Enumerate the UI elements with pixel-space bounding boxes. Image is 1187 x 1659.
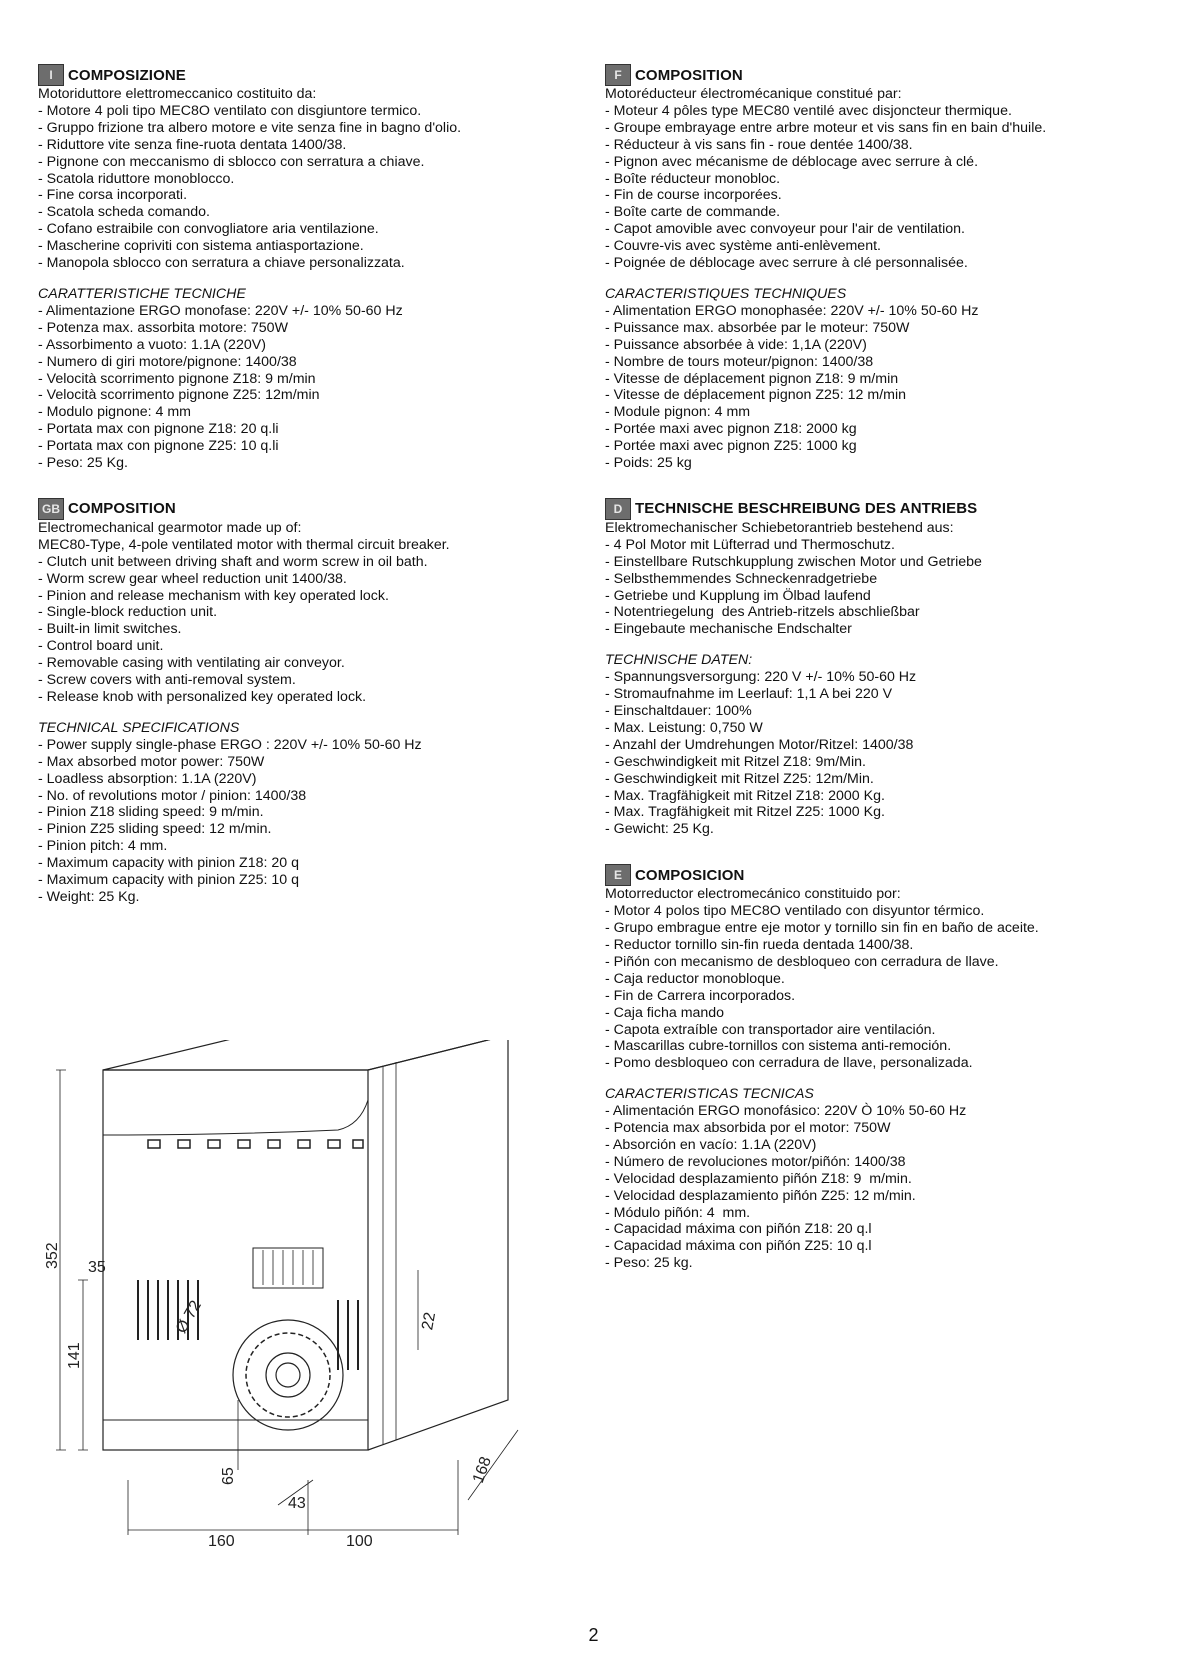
list-item: - Riduttore vite senza fine-ruota dentata 1400/38.	[38, 136, 347, 153]
spec-item: - Numero di giri motore/pignone: 1400/38	[38, 353, 297, 370]
list-item: - Motore 4 poli tipo MEC8O ventilato con disgiuntore termico.	[38, 102, 422, 119]
spec-item: - Número de revoluciones motor/piñón: 1400/38	[605, 1153, 906, 1170]
flag-fr-badge: F	[605, 64, 631, 86]
list-item: - Réducteur à vis sans fin - roue dentée 1400/38.	[605, 136, 913, 153]
spec-item: - Pinion Z25 sliding speed: 12 m/min.	[38, 821, 272, 838]
list-item: - Scatola riduttore monoblocco.	[38, 170, 235, 187]
spec-item: - Portée maxi avec pignon Z18: 2000 kg	[605, 421, 857, 438]
list-item: - Couvre-vis avec système anti-enlèvement.	[605, 238, 881, 255]
dimension-lines	[56, 1070, 518, 1535]
list-item: - Control board unit.	[38, 638, 164, 655]
flag-de-badge: D	[605, 498, 631, 520]
spec-item: - Módulo piñón: 4 mm.	[605, 1204, 751, 1221]
spec-item: - Pinion pitch: 4 mm.	[38, 838, 168, 855]
right-column	[605, 64, 1125, 1292]
spec-item: - Peso: 25 Kg.	[38, 455, 128, 472]
list-item: - Mascarillas cubre-tornillos con sistema anti-remoción.	[605, 1038, 952, 1055]
dim-65: 65	[220, 1467, 237, 1485]
dim-352: 352	[44, 1242, 61, 1269]
spec-title: TECHNICAL SPECIFICATIONS	[38, 719, 240, 736]
list-item: MEC80-Type, 4-pole ventilated motor with thermal circuit breaker.	[38, 536, 450, 553]
spec-item: - Capacidad máxima con piñón Z25: 10 q.l	[605, 1238, 872, 1255]
page-number: 2	[588, 1625, 599, 1645]
list-item: - Boîte carte de commande.	[605, 204, 781, 221]
list-item: - Worm screw gear wheel reduction unit 1400/38.	[38, 570, 347, 587]
spec-item: - Module pignon: 4 mm	[605, 404, 751, 421]
dim-100: 100	[346, 1533, 373, 1550]
pinion-teeth	[246, 1333, 330, 1417]
section-intro: Electromechanical gearmotor made up of:	[38, 519, 302, 536]
spec-item: - Anzahl der Umdrehungen Motor/Ritzel: 1400/38	[605, 736, 914, 753]
section-it	[38, 64, 558, 472]
list-item: - Built-in limit switches.	[38, 621, 182, 638]
section-de-header	[605, 498, 1125, 520]
list-item: - Single-block reduction unit.	[38, 604, 218, 621]
section-intro: Motorreductor electromecánico constituido por:	[605, 886, 901, 903]
spec-item: - Alimentación ERGO monofásico: 220V Ò 10% 50-60 Hz	[605, 1103, 967, 1120]
section-intro: Elektromechanischer Schiebetorantrieb bestehend aus:	[605, 519, 954, 536]
list-item: - Pomo desbloqueo con cerradura de llave, personalizada.	[605, 1055, 973, 1072]
list-item: - Caja ficha mando	[605, 1004, 725, 1021]
list-item: - Removable casing with ventilating air conveyor.	[38, 655, 345, 672]
spec-item: - Power supply single-phase ERGO : 220V +/- 10% 50-60 Hz	[38, 736, 422, 753]
left-column	[38, 64, 558, 926]
list-item: - Capota extraíble con transportador aire ventilación.	[605, 1021, 936, 1038]
spec-title: CARATTERISTICHE TECNICHE	[38, 285, 246, 302]
section-it-header	[38, 64, 558, 86]
list-item: - Scatola scheda comando.	[38, 204, 210, 221]
spec-item: - Portata max con pignone Z18: 20 q.li	[38, 421, 279, 438]
upper-vents	[148, 1140, 363, 1148]
list-item: - 4 Pol Motor mit Lüfterrad und Thermoschutz.	[605, 536, 895, 553]
spec-item: - Assorbimento a vuoto: 1.1A (220V)	[38, 336, 266, 353]
spec-item: - Einschaltdauer: 100%	[605, 703, 752, 719]
dim-168: 168	[469, 1454, 495, 1486]
spec-title: CARACTERISTIQUES TECHNIQUES	[605, 285, 847, 302]
spec-item: - Absorción en vacío: 1.1A (220V)	[605, 1136, 817, 1153]
spec-item: - Velocità scorrimento pignone Z25: 12m/min	[38, 387, 320, 404]
spec-item: - Poids: 25 kg	[605, 455, 692, 472]
spec-item: - Potencia max absorbida por el motor: 750W	[605, 1120, 891, 1137]
list-item: - Getriebe und Kupplung im Ölbad laufend	[605, 587, 871, 604]
section-intro: Motoréducteur électromécanique constitué par:	[605, 86, 902, 102]
list-item: - Piñón con mecanismo de desbloqueo con cerradura de llave.	[605, 953, 999, 970]
spec-item: - Max. Tragfähigkeit mit Ritzel Z18: 2000 Kg.	[605, 787, 885, 804]
pinion-hub	[266, 1353, 310, 1397]
section-es	[605, 864, 1125, 1272]
section-title: COMPOSITION	[635, 66, 743, 84]
spec-item: - Modulo pignone: 4 mm	[38, 404, 191, 421]
spec-item: - Puissance absorbée à vide: 1,1A (220V)	[605, 336, 867, 353]
list-item: - Release knob with personalized key operated lock.	[38, 689, 367, 705]
list-item: - Fine corsa incorporati.	[38, 187, 188, 204]
spec-item: - Potenza max. assorbita motore: 750W	[38, 319, 288, 336]
list-item: - Manopola sblocco con serratura a chiave personalizzata.	[38, 255, 405, 272]
section-es-header	[605, 864, 1125, 886]
spec-item: - Pinion Z18 sliding speed: 9 m/min.	[38, 804, 264, 821]
list-item: - Selbsthemmendes Schneckenradgetriebe	[605, 570, 878, 587]
list-item: - Pignon avec mécanisme de déblocage avec serrure à clé.	[605, 153, 979, 170]
list-item: - Pignone con meccanismo di sblocco con serratura a chiave.	[38, 153, 425, 170]
spec-item: - Alimentation ERGO monophasée: 220V +/- 10% 50-60 Hz	[605, 302, 979, 319]
spec-title: TECHNISCHE DATEN:	[605, 652, 753, 669]
section-fr-header	[605, 64, 1125, 86]
list-item: - Grupo embrague entre eje motor y tornillo sin fin en baño de aceite.	[605, 920, 1039, 937]
list-item: - Einstellbare Rutschkupplung zwischen Motor und Getriebe	[605, 553, 982, 570]
section-title: COMPOSITION	[68, 500, 176, 518]
spec-item: - Max absorbed motor power: 750W	[38, 753, 265, 770]
dim-22: 22	[419, 1311, 440, 1332]
list-item: - Notentriegelung des Antrieb-ritzels abschließbar	[605, 604, 920, 621]
dim-43: 43	[288, 1495, 306, 1512]
gearmotor-drawing	[38, 1040, 558, 1550]
list-item: - Mascherine copriviti con sistema antiasportazione.	[38, 238, 364, 255]
section-title: COMPOSICION	[635, 866, 745, 884]
spec-item: - Capacidad máxima con piñón Z18: 20 q.l	[605, 1221, 872, 1238]
housing-side-face	[368, 1040, 508, 1450]
section-gb	[38, 498, 558, 906]
flag-it-badge: I	[38, 64, 64, 86]
list-item: - Motor 4 polos tipo MEC8O ventilado con disyuntor térmico.	[605, 903, 985, 920]
list-item: - Boîte réducteur monobloc.	[605, 170, 781, 187]
spec-item: - Geschwindigkeit mit Ritzel Z18: 9m/Min.	[605, 753, 866, 770]
section-intro: Motoriduttore elettromeccanico costituito da:	[38, 86, 317, 102]
list-item: - Caja reductor monobloque.	[605, 970, 785, 987]
list-item: - Gruppo frizione tra albero motore e vite senza fine in bagno d'olio.	[38, 119, 462, 136]
dim-160: 160	[208, 1533, 235, 1550]
list-item: - Screw covers with anti-removal system.	[38, 672, 296, 689]
dim-d72: Ø 72	[172, 1297, 205, 1337]
spec-item: - Maximum capacity with pinion Z25: 10 q	[38, 872, 300, 889]
spec-item: - Geschwindigkeit mit Ritzel Z25: 12m/Min.	[605, 770, 874, 787]
spec-item: - Velocidad desplazamiento piñón Z25: 12 m/min.	[605, 1187, 916, 1204]
list-item: - Moteur 4 pôles type MEC80 ventilé avec disjoncteur thermique.	[605, 102, 1012, 119]
spec-item: - Stromaufnahme im Leerlauf: 1,1 A bei 220 V	[605, 686, 893, 703]
spec-item: - Peso: 25 kg.	[605, 1255, 693, 1272]
spec-item: - Vitesse de déplacement pignon Z18: 9 m/min	[605, 370, 899, 387]
list-item: - Eingebaute mechanische Endschalter	[605, 621, 852, 638]
flag-gb-badge: GB	[38, 498, 64, 520]
spec-item: - Alimentazione ERGO monofase: 220V +/- 10% 50-60 Hz	[38, 302, 403, 319]
technical-drawing	[38, 1040, 558, 1550]
section-de	[605, 498, 1125, 838]
spec-item: - Spannungsversorgung: 220 V +/- 10% 50-60 Hz	[605, 669, 917, 686]
spec-item: - Velocidad desplazamiento piñón Z18: 9 m/min.	[605, 1170, 912, 1187]
list-item: - Cofano estraibile con convogliatore aria ventilazione.	[38, 221, 379, 238]
list-item: - Pinion and release mechanism with key operated lock.	[38, 587, 389, 604]
spec-item: - Velocità scorrimento pignone Z18: 9 m/min	[38, 370, 316, 387]
spec-item: - Loadless absorption: 1.1A (220V)	[38, 770, 257, 787]
section-title: TECHNISCHE BESCHREIBUNG DES ANTRIEBS	[635, 500, 978, 518]
section-title: COMPOSIZIONE	[68, 66, 186, 84]
section-fr	[605, 64, 1125, 472]
spec-item: - Max. Leistung: 0,750 W	[605, 719, 763, 736]
list-item: - Reductor tornillo sin-fin rueda dentada 1400/38.	[605, 936, 914, 953]
list-item: - Capot amovible avec convoyeur pour l'air de ventilation.	[605, 221, 965, 238]
list-item: - Groupe embrayage entre arbre moteur et vis sans fin en bain d'huile.	[605, 119, 1047, 136]
spec-item: - Puissance max. absorbée par le moteur: 750W	[605, 319, 910, 336]
dim-141: 141	[66, 1342, 83, 1369]
spec-item: - Max. Tragfähigkeit mit Ritzel Z25: 1000 Kg.	[605, 804, 885, 821]
spec-item: - No. of revolutions motor / pinion: 1400/38	[38, 787, 307, 804]
list-item: - Fin de Carrera incorporados.	[605, 987, 796, 1004]
spec-item: - Nombre de tours moteur/pignon: 1400/38	[605, 353, 874, 370]
spec-title: CARACTERISTICAS TECNICAS	[605, 1086, 814, 1103]
spec-item: - Portée maxi avec pignon Z25: 1000 kg	[605, 438, 857, 455]
list-item: - Clutch unit between driving shaft and worm screw in oil bath.	[38, 553, 428, 570]
spec-item: - Gewicht: 25 Kg.	[605, 821, 714, 838]
flag-es-badge: E	[605, 864, 631, 886]
spec-item: - Maximum capacity with pinion Z18: 20 q	[38, 855, 300, 872]
housing-top-face	[103, 1040, 508, 1070]
pinion-gear-outer	[233, 1320, 343, 1430]
spec-item: - Weight: 25 Kg.	[38, 888, 140, 905]
section-gb-header	[38, 498, 558, 520]
dim-35: 35	[88, 1259, 106, 1276]
list-item: - Fin de course incorporées.	[605, 187, 782, 204]
spec-item: - Portata max con pignone Z25: 10 q.li	[38, 438, 279, 455]
list-item: - Poignée de déblocage avec serrure à clé personnalisée.	[605, 255, 968, 272]
spec-item: - Vitesse de déplacement pignon Z25: 12 m/min	[605, 387, 906, 404]
pinion-bore	[276, 1363, 300, 1387]
